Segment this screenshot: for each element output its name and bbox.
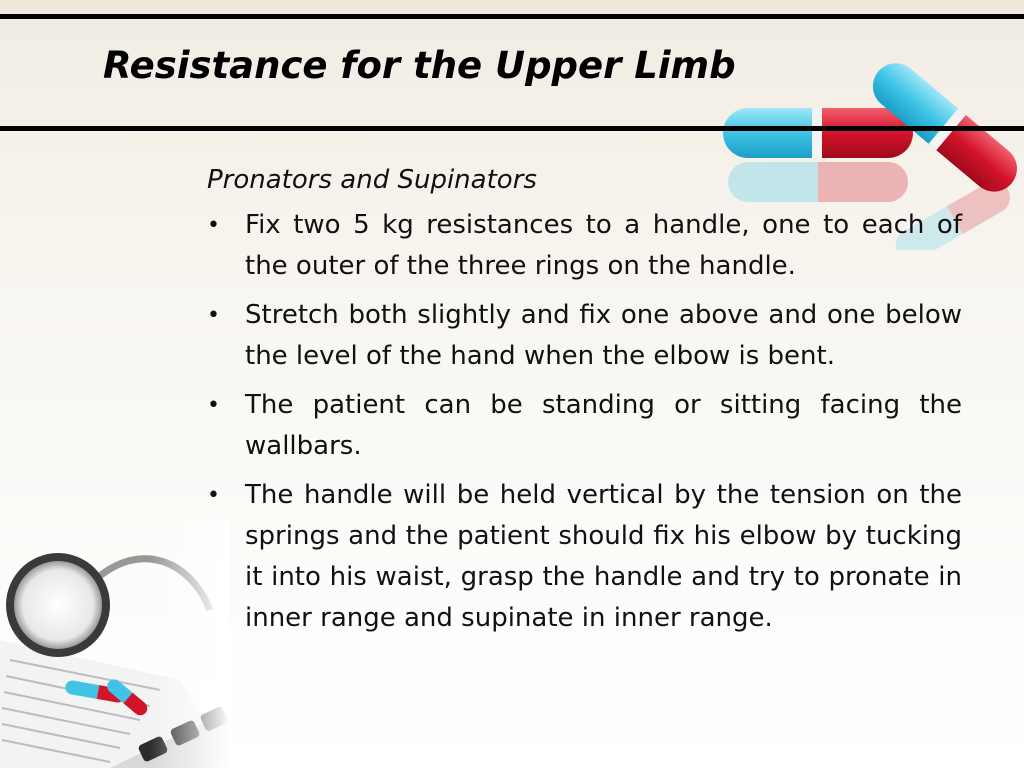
bullet-text: Stretch both slightly and fix one above and one below the level of the hand when the elbow is bent. (245, 300, 962, 371)
bullet-list (207, 205, 962, 639)
title-rule (0, 126, 1024, 131)
slide-title: Resistance for the Upper Limb (103, 44, 736, 87)
list-item (207, 385, 962, 467)
bullet-icon: • (207, 483, 220, 508)
bullet-text: The handle will be held vertical by the tension on the springs and the patient should fix his elbow by tucking it into his waist, grasp the handle and try to pronate in inner range and supinate in inner range. (245, 480, 962, 633)
bullet-text: The patient can be standing or sitting facing the wallbars. (245, 390, 962, 461)
section-subheading: Pronators and Supinators (207, 165, 537, 195)
list-item (207, 205, 962, 287)
list-item (207, 475, 962, 639)
slide-content (207, 160, 962, 647)
list-item (207, 295, 962, 377)
top-rule (0, 14, 1024, 19)
medical-illustration (0, 520, 230, 768)
bullet-text: Fix two 5 kg resistances to a handle, one to each of the outer of the three rings on the handle. (245, 210, 962, 281)
bullet-icon: • (207, 213, 220, 238)
bullet-icon: • (207, 393, 220, 418)
top-band (0, 0, 1024, 14)
bullet-icon: • (207, 303, 220, 328)
